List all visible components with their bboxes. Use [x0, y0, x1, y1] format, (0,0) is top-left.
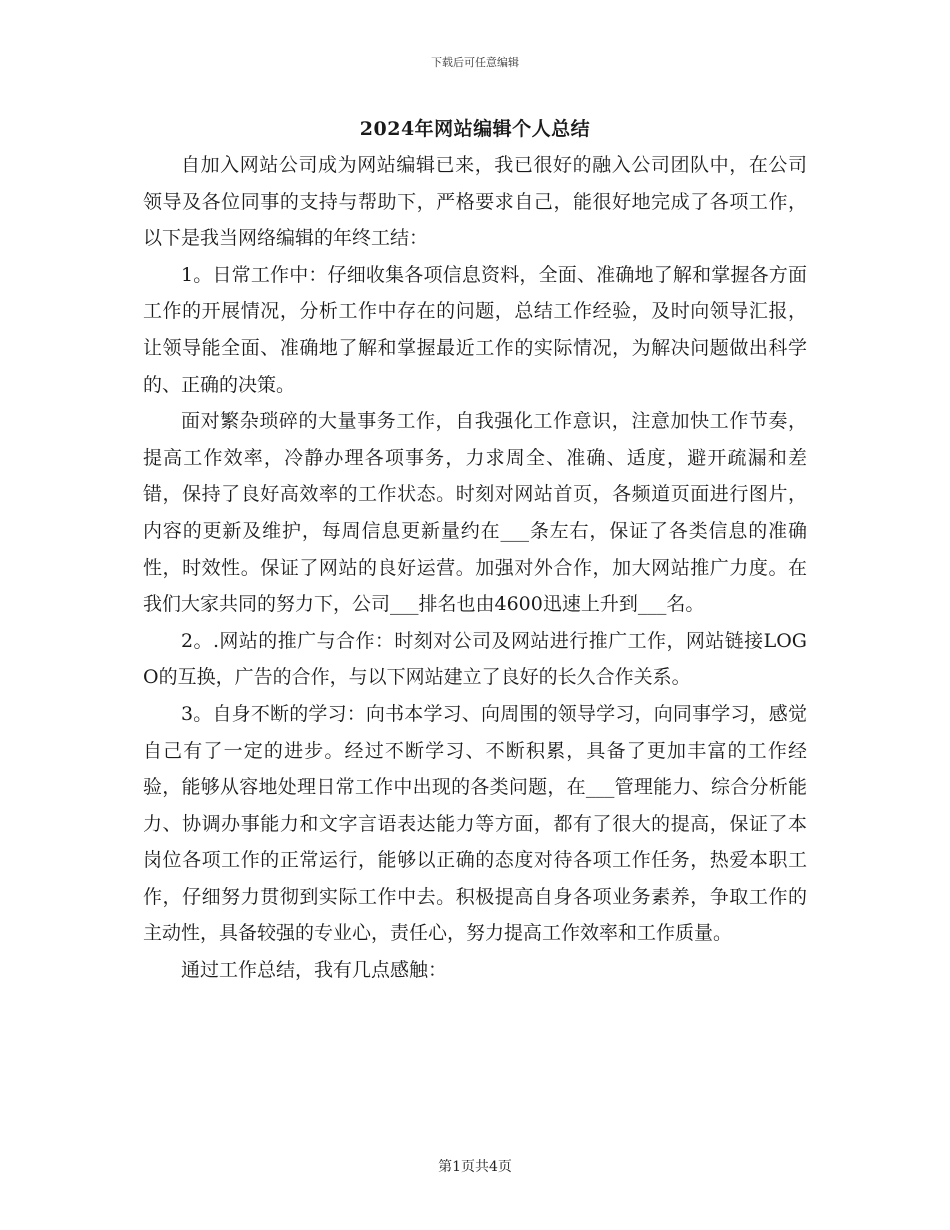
- page-number: 第1页共4页: [438, 1159, 512, 1175]
- paragraph-reflection: 通过工作总结，我有几点感触：: [181, 959, 448, 982]
- paragraph-affairs: 面对繁杂琐碎的大量事务工作，自我强化工作意识，注意加快工作节奏，提高工作效率，冷静办理各项事务，力求周全、准确、适度，避开疏漏和差错，保持了良好高效率的工作状态。时刻对网站首页，各频道页面进行图片，内容的更新及维护，每周信息更新量约在___条左右，保证了各类信息的准确性，时效性。保证了网站的良好运营。加强对外合作，加大网站推广力度。在我们大家共同的努力下，公司___排名也由4600迅速上升到___名。: [143, 410, 807, 616]
- paragraph-intro: 自加入网站公司成为网站编辑已来，我已很好的融入公司团队中，在公司领导及各位同事的支持与帮助下，严格要求自己，能很好地完成了各项工作，以下是我当网络编辑的年终工结：: [143, 154, 807, 250]
- paragraph-daily-work: 1。日常工作中：仔细收集各项信息资料，全面、准确地了解和掌握各方面工作的开展情况，分析工作中存在的问题，总结工作经验，及时向领导汇报，让领导能全面、准确地了解和掌握最近工作的实际情况，为解决问题做出科学的、正确的决策。: [143, 263, 807, 396]
- document-body: [143, 147, 807, 989]
- paragraph-promotion: 2。.网站的推广与合作：时刻对公司及网站进行推广工作，网站链接LOGO的互换，广告的合作，与以下网站建立了良好的长久合作关系。: [143, 629, 807, 689]
- document-title: 2024年网站编辑个人总结: [359, 118, 591, 140]
- paragraph-learning: 3。自身不断的学习：向书本学习、向周围的领导学习，向同事学习，感觉自己有了一定的进步。经过不断学习、不断积累，具备了更加丰富的工作经验，能够从容地处理日常工作中出现的各类问题，在___管理能力、综合分析能力、协调办事能力和文字言语表达能力等方面，都有了很大的提高，保证了本岗位各项工作的正常运行，能够以正确的态度对待各项工作任务，热爱本职工作，仔细努力贯彻到实际工作中去。积极提高自身各项业务素养，争取工作的主动性，具备较强的专业心，责任心，努力提高工作效率和工作质量。: [143, 702, 807, 945]
- page-header-note: 下载后可任意编辑: [431, 56, 519, 69]
